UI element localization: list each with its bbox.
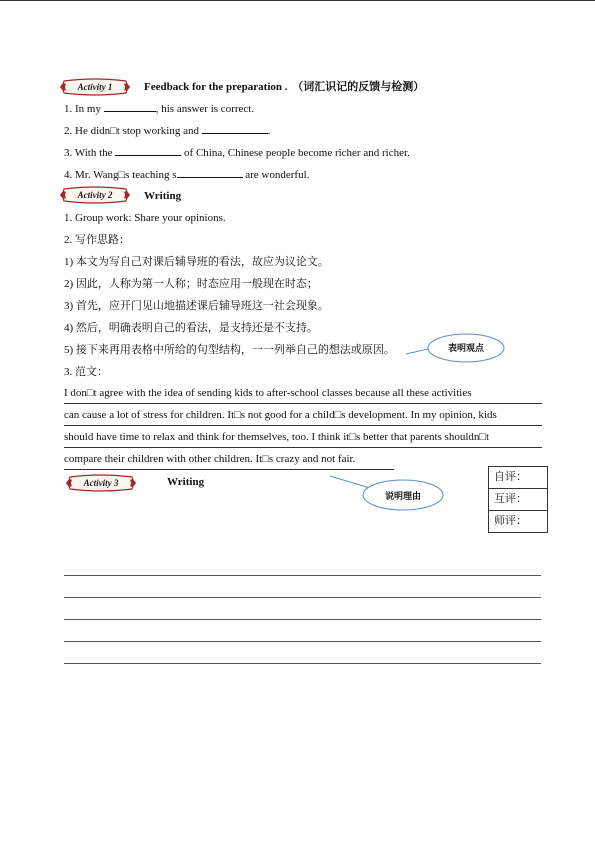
question-1: 1. In my , his answer is correct. xyxy=(64,103,255,115)
question-3: 3. With the of China, Chinese people become richer and richer. xyxy=(64,147,410,159)
essay-line: should have time to relax and think for themselves, too. I think it□s better that parents shouldn□t xyxy=(64,426,542,448)
answer-blank[interactable] xyxy=(115,145,181,156)
answer-blank[interactable] xyxy=(104,101,156,112)
essay-line: compare their children with other children. It□s crazy and not fair. xyxy=(64,448,394,470)
badge-label: Activity 1 xyxy=(77,82,113,92)
instruction-line: 3) 首先，应开门见山地描述课后辅导班这一社会现象。 xyxy=(64,300,329,312)
question-4: 4. Mr. Wang□s teaching s are wonderful. xyxy=(64,169,310,181)
opinion-callout xyxy=(402,332,506,364)
badge-label: Activity 3 xyxy=(83,478,119,488)
writing-line[interactable] xyxy=(64,597,541,598)
teacher-evaluation-cell[interactable]: 师评： xyxy=(494,515,527,527)
writing-line[interactable] xyxy=(64,641,541,642)
answer-blank[interactable] xyxy=(202,123,268,134)
peer-evaluation-cell[interactable]: 互评： xyxy=(489,489,547,511)
writing-line[interactable] xyxy=(64,663,541,664)
instruction-line: 5) 接下来再用表格中所给的句型结构，一一列举自己的想法或原因。 xyxy=(64,344,395,356)
opinion-callout-label: 表明观点 xyxy=(447,343,484,353)
essay-line: I don□t agree with the idea of sending kids to after-school classes because all these activities xyxy=(64,382,542,404)
badge-label: Activity 2 xyxy=(77,190,113,200)
activity-3-badge xyxy=(64,474,138,492)
answer-blank[interactable] xyxy=(177,167,243,178)
activity-1-badge xyxy=(58,78,132,96)
reason-callout xyxy=(328,474,446,514)
instruction-line: 3. 范文： xyxy=(64,366,108,378)
model-essay xyxy=(64,382,542,470)
activity-1-title: Feedback for the preparation . xyxy=(144,81,288,93)
writing-line[interactable] xyxy=(64,575,541,576)
activity-1-heading xyxy=(144,80,424,94)
instruction-line: 1) 本文为写自己对课后辅导班的看法，故应为议论文。 xyxy=(64,256,329,268)
activity-1-title-cn: （词汇识记的反馈与检测） xyxy=(292,81,425,93)
question-2: 2. He didn□t stop working and . xyxy=(64,125,271,137)
essay-line: can cause a lot of stress for children. It□s not good for a child□s development. In my opinion, kids xyxy=(64,404,542,426)
activity-3-title: Writing xyxy=(167,476,205,488)
evaluation-table xyxy=(488,466,548,533)
instruction-line: 1. Group work: Share your opinions. xyxy=(64,212,226,224)
writing-line[interactable] xyxy=(64,619,541,620)
reason-callout-label: 说明理由 xyxy=(384,491,421,501)
activity-2-badge xyxy=(58,186,132,204)
instruction-line: 2. 写作思路： xyxy=(64,234,130,246)
instruction-line: 4) 然后，明确表明自己的看法，是支持还是不支持。 xyxy=(64,322,318,334)
self-evaluation-cell[interactable]: 自评： xyxy=(489,467,547,489)
activity-2-title: Writing xyxy=(144,190,182,202)
instruction-line: 2) 因此，人称为第一人称；时态应用一般现在时态； xyxy=(64,278,318,290)
top-rule xyxy=(0,0,595,1)
